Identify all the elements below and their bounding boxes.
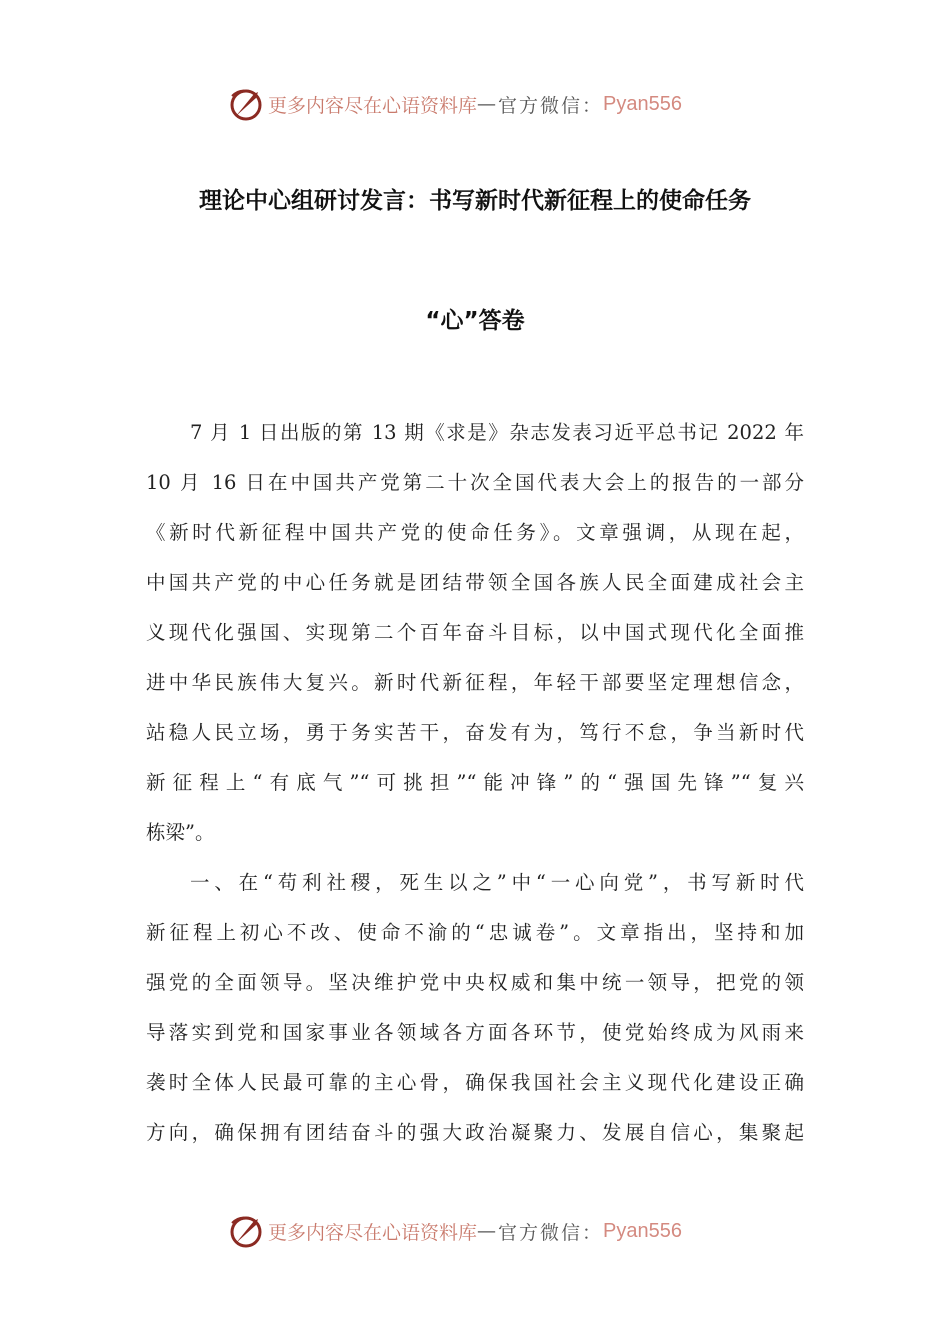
header-watermark-banner xyxy=(228,84,682,124)
banner-wechat-label: 官方微信： xyxy=(498,1221,604,1244)
banner-text: 更多内容尽在心语资料库 xyxy=(268,1221,478,1244)
paragraph-line: 强党的全面领导。坚决维护党中央权威和集中统一领导，把党的领 xyxy=(146,971,804,994)
paragraph-line: 一、在“苟利社稷，死生以之”中“一心向党”，书写新时代 xyxy=(190,871,804,894)
footer-watermark-banner xyxy=(228,1211,682,1251)
quill-pen-logo-icon xyxy=(228,86,264,122)
banner-dash: — xyxy=(477,93,499,115)
banner-wechat-id: Pyan556 xyxy=(603,1219,682,1242)
paragraph-line: 栋梁”。 xyxy=(146,821,215,844)
banner-wechat-id: Pyan556 xyxy=(603,92,682,115)
document-subtitle: “心”答卷 xyxy=(425,308,525,334)
paragraph-line: 进中华民族伟大复兴。新时代新征程，年轻干部要坚定理想信念， xyxy=(146,671,804,694)
quill-pen-logo-icon xyxy=(228,1213,264,1249)
paragraph-line: 站稳人民立场，勇于务实苦干，奋发有为，笃行不怠，争当新时代 xyxy=(146,721,804,744)
document-title: 理论中心组研讨发言：书写新时代新征程上的使命任务 xyxy=(199,188,751,214)
paragraph-line: 袭时全体人民最可靠的主心骨，确保我国社会主义现代化建设正确 xyxy=(146,1071,804,1094)
paragraph-line: 中国共产党的中心任务就是团结带领全国各族人民全面建成社会主 xyxy=(146,571,804,594)
paragraph-line: 义现代化强国、实现第二个百年奋斗目标，以中国式现代化全面推 xyxy=(146,621,804,644)
paragraph-line: 10 月 16 日在中国共产党第二十次全国代表大会上的报告的一部分 xyxy=(146,471,804,494)
paragraph-line: 方向，确保拥有团结奋斗的强大政治凝聚力、发展自信心，集聚起 xyxy=(146,1121,804,1144)
paragraph-line: 新征程上初心不改、使命不渝的“忠诚卷”。文章指出，坚持和加 xyxy=(146,921,804,944)
paragraph-line: 导落实到党和国家事业各领域各方面各环节，使党始终成为风雨来 xyxy=(146,1021,804,1044)
paragraph-line: 《新时代新征程中国共产党的使命任务》。文章强调，从现在起， xyxy=(146,521,804,544)
document-body xyxy=(146,418,804,1168)
banner-text: 更多内容尽在心语资料库 xyxy=(268,94,478,117)
banner-wechat-label: 官方微信： xyxy=(498,94,604,117)
paragraph-line: 7 月 1 日出版的第 13 期《求是》杂志发表习近平总书记 2022 年 xyxy=(190,421,804,444)
banner-dash: — xyxy=(477,1220,499,1242)
paragraph-line: 新征程上“有底气”“可挑担”“能冲锋”的“强国先锋”“复兴 xyxy=(146,771,804,794)
